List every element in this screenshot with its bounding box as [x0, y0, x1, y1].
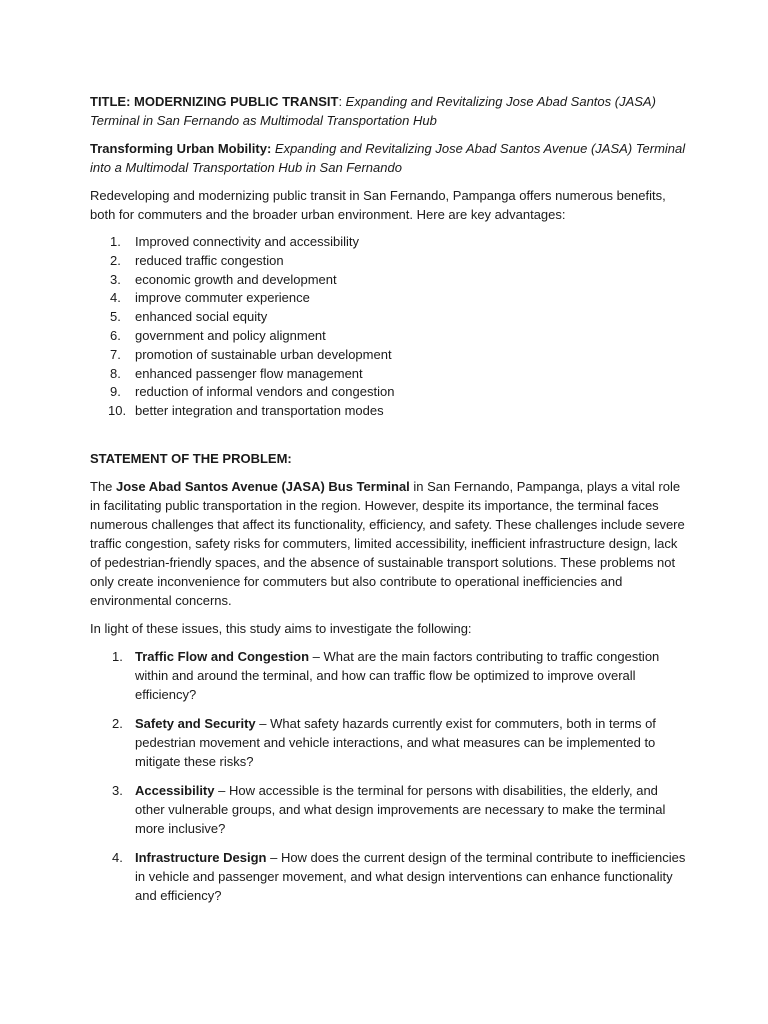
problem-body: in San Fernando, Pampanga, plays a vital role in facilitating public transportation in the region. However, despite its importance, the terminal faces numerous challenges that affect its functionality, efficiency, and safety. These challenges include severe traffic congestion, safety risks for commuters, limited accessibility, inefficient infrastructure design, lack of pedestrian-friendly spaces, and the absence of sustainable transport solutions. These problems not only create inconvenience for commuters but also contribute to operational inefficiencies and environmental concerns. — [90, 478, 685, 608]
list-item — [90, 383, 690, 402]
question-label: Infrastructure Design — [135, 849, 267, 865]
list-item-number: 3. — [110, 271, 121, 287]
list-item — [90, 308, 690, 327]
list-item-text: enhanced passenger flow management — [135, 365, 363, 381]
list-item-number: 7. — [110, 346, 121, 362]
questions-list — [90, 647, 690, 905]
list-item-text: better integration and transportation modes — [135, 403, 384, 419]
list-item-number: 1. — [112, 648, 123, 664]
list-item-number: 8. — [110, 365, 121, 381]
question-text: – What safety hazards currently exist for commuters, both in terms of pedestrian movement and vehicle interactions, and what measures can be implemented to mitigate these risks? — [135, 715, 656, 769]
list-item — [90, 848, 690, 905]
title-label: TITLE: MODERNIZING PUBLIC TRANSIT — [90, 94, 339, 109]
question-label: Traffic Flow and Congestion — [135, 648, 310, 664]
problem-prefix: The — [90, 478, 117, 494]
document-title — [90, 92, 690, 130]
document-page — [90, 92, 690, 915]
terminal-name: Jose Abad Santos Avenue (JASA) Bus Terminal — [116, 478, 410, 494]
list-item-number: 4. — [110, 290, 121, 306]
list-item — [90, 365, 690, 384]
list-item-text: reduction of informal vendors and congestion — [135, 384, 395, 400]
list-item — [90, 402, 690, 421]
list-item — [90, 327, 690, 346]
list-item-number: 4. — [112, 849, 123, 865]
list-item — [90, 714, 690, 771]
list-item-text: improve commuter experience — [135, 290, 310, 306]
list-item-text: promotion of sustainable urban development — [135, 346, 392, 362]
title-subtitle: Expanding and Revitalizing Jose Abad Santos (JASA) Terminal in San Fernando as Multimodal Transportation Hub — [90, 94, 656, 128]
question-label: Safety and Security — [135, 715, 256, 731]
list-item — [90, 346, 690, 365]
list-item-number: 5. — [110, 309, 121, 325]
list-item — [90, 289, 690, 308]
list-item-number: 3. — [112, 782, 123, 798]
intro-paragraph: Redeveloping and modernizing public transit in San Fernando, Pampanga offers numerous benefits, both for commuters and the broader urban environment. Here are key advantages: — [90, 188, 666, 222]
list-item — [90, 271, 690, 290]
question-text: – What are the main factors contributing to traffic congestion within and around the terminal, and how can traffic flow be optimized to improve overall efficiency? — [135, 648, 660, 702]
list-item-text: Improved connectivity and accessibility — [135, 234, 359, 249]
alternate-title — [90, 139, 690, 177]
list-item-text: economic growth and development — [135, 271, 337, 287]
list-item-number: 2. — [110, 252, 121, 268]
question-text: – How accessible is the terminal for persons with disabilities, the elderly, and other vulnerable groups, and what design improvements are necessary to make the terminal more inclusive? — [135, 782, 666, 836]
alt-title-subtitle: Expanding and Revitalizing Jose Abad Santos Avenue (JASA) Terminal into a Multimodal Transportation Hub in San Fernando — [90, 141, 686, 175]
study-aims-paragraph: In light of these issues, this study aims to investigate the following: — [90, 620, 472, 636]
benefits-list — [90, 233, 690, 421]
list-item-number: 2. — [112, 715, 123, 731]
alt-title-label: Transforming Urban Mobility: — [90, 141, 272, 156]
list-item-text: enhanced social equity — [135, 309, 268, 325]
list-item-number: 10. — [108, 403, 127, 419]
list-item-number: 6. — [110, 327, 121, 343]
list-item — [90, 647, 690, 704]
problem-heading: STATEMENT OF THE PROBLEM: — [90, 450, 292, 466]
list-item — [90, 233, 690, 252]
question-label: Accessibility — [135, 782, 215, 798]
question-text: – How does the current design of the terminal contribute to inefficiencies in vehicle and passenger movement, and what design interventions can enhance functionality and efficiency? — [135, 849, 686, 903]
list-item-text: government and policy alignment — [135, 327, 326, 343]
list-item-text: reduced traffic congestion — [135, 252, 284, 268]
list-item — [90, 781, 690, 838]
problem-paragraph — [90, 477, 690, 610]
list-item-number: 9. — [110, 384, 121, 400]
list-item — [90, 252, 690, 271]
title-separator: : — [338, 94, 343, 109]
list-item-number: 1. — [110, 234, 121, 249]
